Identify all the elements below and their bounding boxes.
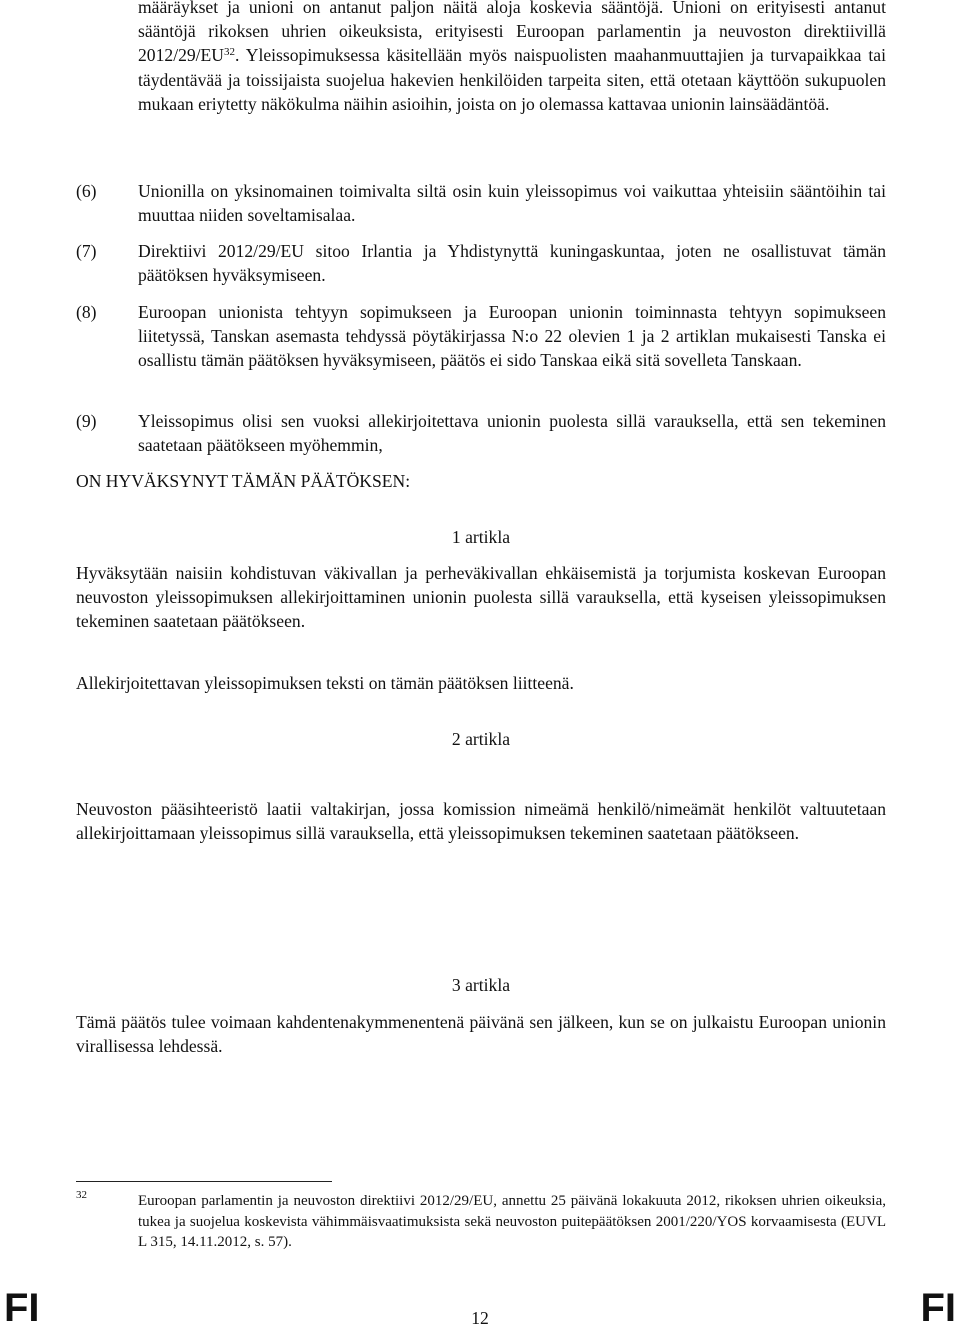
footnote-text: Euroopan parlamentin ja neuvoston direktiivi 2012/29/EU, annettu 25 päivänä lokakuuta 2012, rikoksen uhrien oikeuksia, tukea ja suojelua koskevista vähimmäisvaatimuksista sekä neuvoston puitepäätöksen 2001/220/YOS korvaamisesta (EUVL L 315, 14.11.2012, s. 57). <box>138 1193 886 1250</box>
recital-text: Direktiivi 2012/29/EU sitoo Irlantia ja Yhdistynyttä kuningaskuntaa, joten ne osallistuvat tämän päätöksen hyväksymiseen. <box>138 241 886 286</box>
article-heading: 1 artikla <box>451 527 511 547</box>
page-number: 12 <box>471 1308 489 1328</box>
recital-number: (8) <box>76 302 97 322</box>
recital-text: Unionilla on yksinomainen toimivalta siltä osin kuin yleissopimus voi vaikuttaa yhteisiin sääntöihin tai muuttaa niiden soveltamisalaa. <box>138 181 886 226</box>
recital-number: (7) <box>76 241 97 261</box>
article-paragraph: Allekirjoitettavan yleissopimuksen teksti on tämän päätöksen liitteenä. <box>76 673 574 693</box>
article-paragraph: Hyväksytään naisiin kohdistuvan väkivallan ja perheväkivallan ehkäisemistä ja torjumista koskevan Euroopan neuvoston yleissopimuksen allekirjoittaminen unionin puolesta sillä varauksella, että kyseisen yleissopimuksen tekeminen saatetaan päätökseen. <box>76 563 886 632</box>
language-code-right: FI <box>920 1286 956 1330</box>
footnote-number: 32 <box>76 1189 87 1201</box>
decision-heading: ON HYVÄKSYNYT TÄMÄN PÄÄTÖKSEN: <box>76 471 411 491</box>
intro-text-after: . Yleissopimuksessa käsitellään myös naispuolisten maahanmuuttajien ja turvapaikkaa tai täydentävää ja toissijaista suojelua hakevien henkilöiden tarpeita siten, että otetaan käyttöön sukupuolen mukaan eriytetty näkökulma näihin asioihin, joista on jo olemassa kattavaa unionin lainsäädäntöä. <box>138 45 886 114</box>
article-heading: 2 artikla <box>451 729 511 749</box>
footnote-divider <box>76 1181 332 1182</box>
language-code-left: FI <box>4 1286 40 1330</box>
recital-text: Yleissopimus olisi sen vuoksi allekirjoitettava unionin puolesta sillä varauksella, että sen tekeminen saatetaan päätökseen myöhemmin, <box>138 411 886 456</box>
footnote-reference[interactable]: 32 <box>224 46 236 59</box>
intro-paragraph <box>138 0 886 116</box>
article-paragraph: Neuvoston pääsihteeristö laatii valtakirjan, jossa komission nimeämä henkilö/nimeämät henkilöt valtuutetaan allekirjoittamaan yleissopimus sillä varauksella, että yleissopimuksen tekeminen saatetaan päätökseen. <box>76 799 886 844</box>
recital-number: (6) <box>76 181 97 201</box>
article-paragraph: Tämä päätös tulee voimaan kahdentenakymmenentenä päivänä sen jälkeen, kun se on julkaistu Euroopan unionin virallisessa lehdessä. <box>76 1012 886 1057</box>
recital-text: Euroopan unionista tehtyyn sopimukseen ja Euroopan unionin toiminnasta tehtyyn sopimukseen liitetyssä, Tanskan asemasta tehdyssä pöytäkirjassa N:o 22 olevien 1 ja 2 artiklan mukaisesti Tanska ei osallistu tämän päätöksen hyväksymiseen, päätös ei sido Tanskaa eikä sitä sovelleta Tanskaan. <box>138 302 886 371</box>
recital-number: (9) <box>76 411 97 431</box>
intro-text-before: määräykset ja unioni on antanut paljon näitä aloja koskevia sääntöjä. Unioni on erityisesti antanut sääntöjä rikoksen uhrien oikeuksista, erityisesti Euroopan parlamentin ja neuvoston direktiivillä 2012/29/EU <box>138 0 886 66</box>
article-heading: 3 artikla <box>451 975 511 995</box>
